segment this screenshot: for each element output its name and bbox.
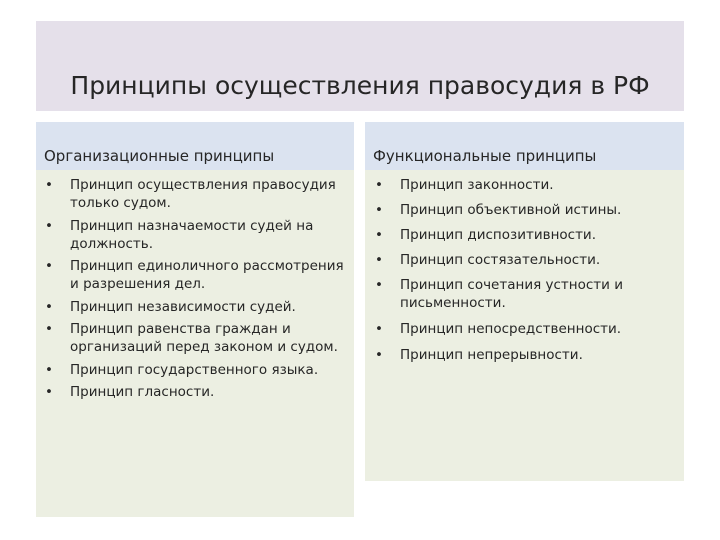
bullet-icon: • — [375, 252, 383, 268]
title-bar — [36, 21, 684, 111]
bullet-icon: • — [375, 202, 383, 218]
left-column-heading: Организационные принципы — [44, 147, 275, 165]
list-item — [375, 320, 670, 338]
list-item-text: Принцип непосредственности. — [400, 321, 622, 337]
left-principles-list — [45, 176, 346, 406]
bullet-icon: • — [45, 258, 53, 274]
list-item — [375, 176, 670, 194]
list-item — [45, 383, 346, 401]
list-item — [375, 276, 670, 312]
list-item-text: Принцип единоличного рассмотрения и разрешения дел. — [70, 258, 344, 292]
bullet-icon: • — [375, 227, 383, 243]
list-item-text: Принцип независимости судей. — [70, 298, 296, 315]
left-column-body — [36, 170, 354, 517]
bullet-icon: • — [375, 321, 383, 337]
list-item-text: Принцип состязательности. — [400, 252, 601, 268]
list-item-text: Принцип осуществления правосудия только судом. — [70, 177, 336, 211]
list-item-text: Принцип гласности. — [70, 384, 215, 400]
page-title: Принципы осуществления правосудия в РФ — [70, 71, 650, 100]
bullet-icon: • — [45, 298, 53, 315]
list-item — [375, 251, 670, 269]
list-item-text: Принцип законности. — [400, 177, 554, 193]
list-item-text: Принцип сочетания устности и письменности. — [400, 277, 624, 311]
bullet-icon: • — [375, 177, 383, 193]
list-item-text: Принцип диспозитивности. — [400, 227, 597, 243]
bullet-icon: • — [45, 361, 53, 378]
right-principles-list — [375, 176, 670, 371]
list-item-text: Принцип государственного языка. — [70, 361, 319, 378]
list-item — [45, 361, 346, 379]
left-column-header — [36, 122, 354, 170]
list-item — [375, 346, 670, 364]
list-item-text: Принцип непрерывности. — [400, 347, 583, 363]
list-item — [375, 226, 670, 244]
list-item — [45, 320, 346, 356]
bullet-icon: • — [45, 217, 53, 234]
list-item — [45, 176, 346, 212]
bullet-icon: • — [375, 277, 383, 293]
list-item — [45, 298, 346, 316]
right-column-header — [365, 122, 684, 170]
list-item-text: Принцип назначаемости судей на должность. — [70, 217, 314, 252]
list-item — [375, 201, 670, 219]
right-column-heading: Функциональные принципы — [373, 147, 597, 165]
right-column-body — [365, 170, 684, 481]
list-item-text: Принцип равенства граждан и организаций перед законом и судом. — [70, 321, 338, 355]
bullet-icon: • — [45, 384, 53, 400]
bullet-icon: • — [45, 321, 53, 337]
list-item — [45, 257, 346, 293]
bullet-icon: • — [45, 177, 53, 193]
list-item-text: Принцип объективной истины. — [400, 202, 622, 218]
list-item — [45, 217, 346, 253]
bullet-icon: • — [375, 347, 383, 363]
